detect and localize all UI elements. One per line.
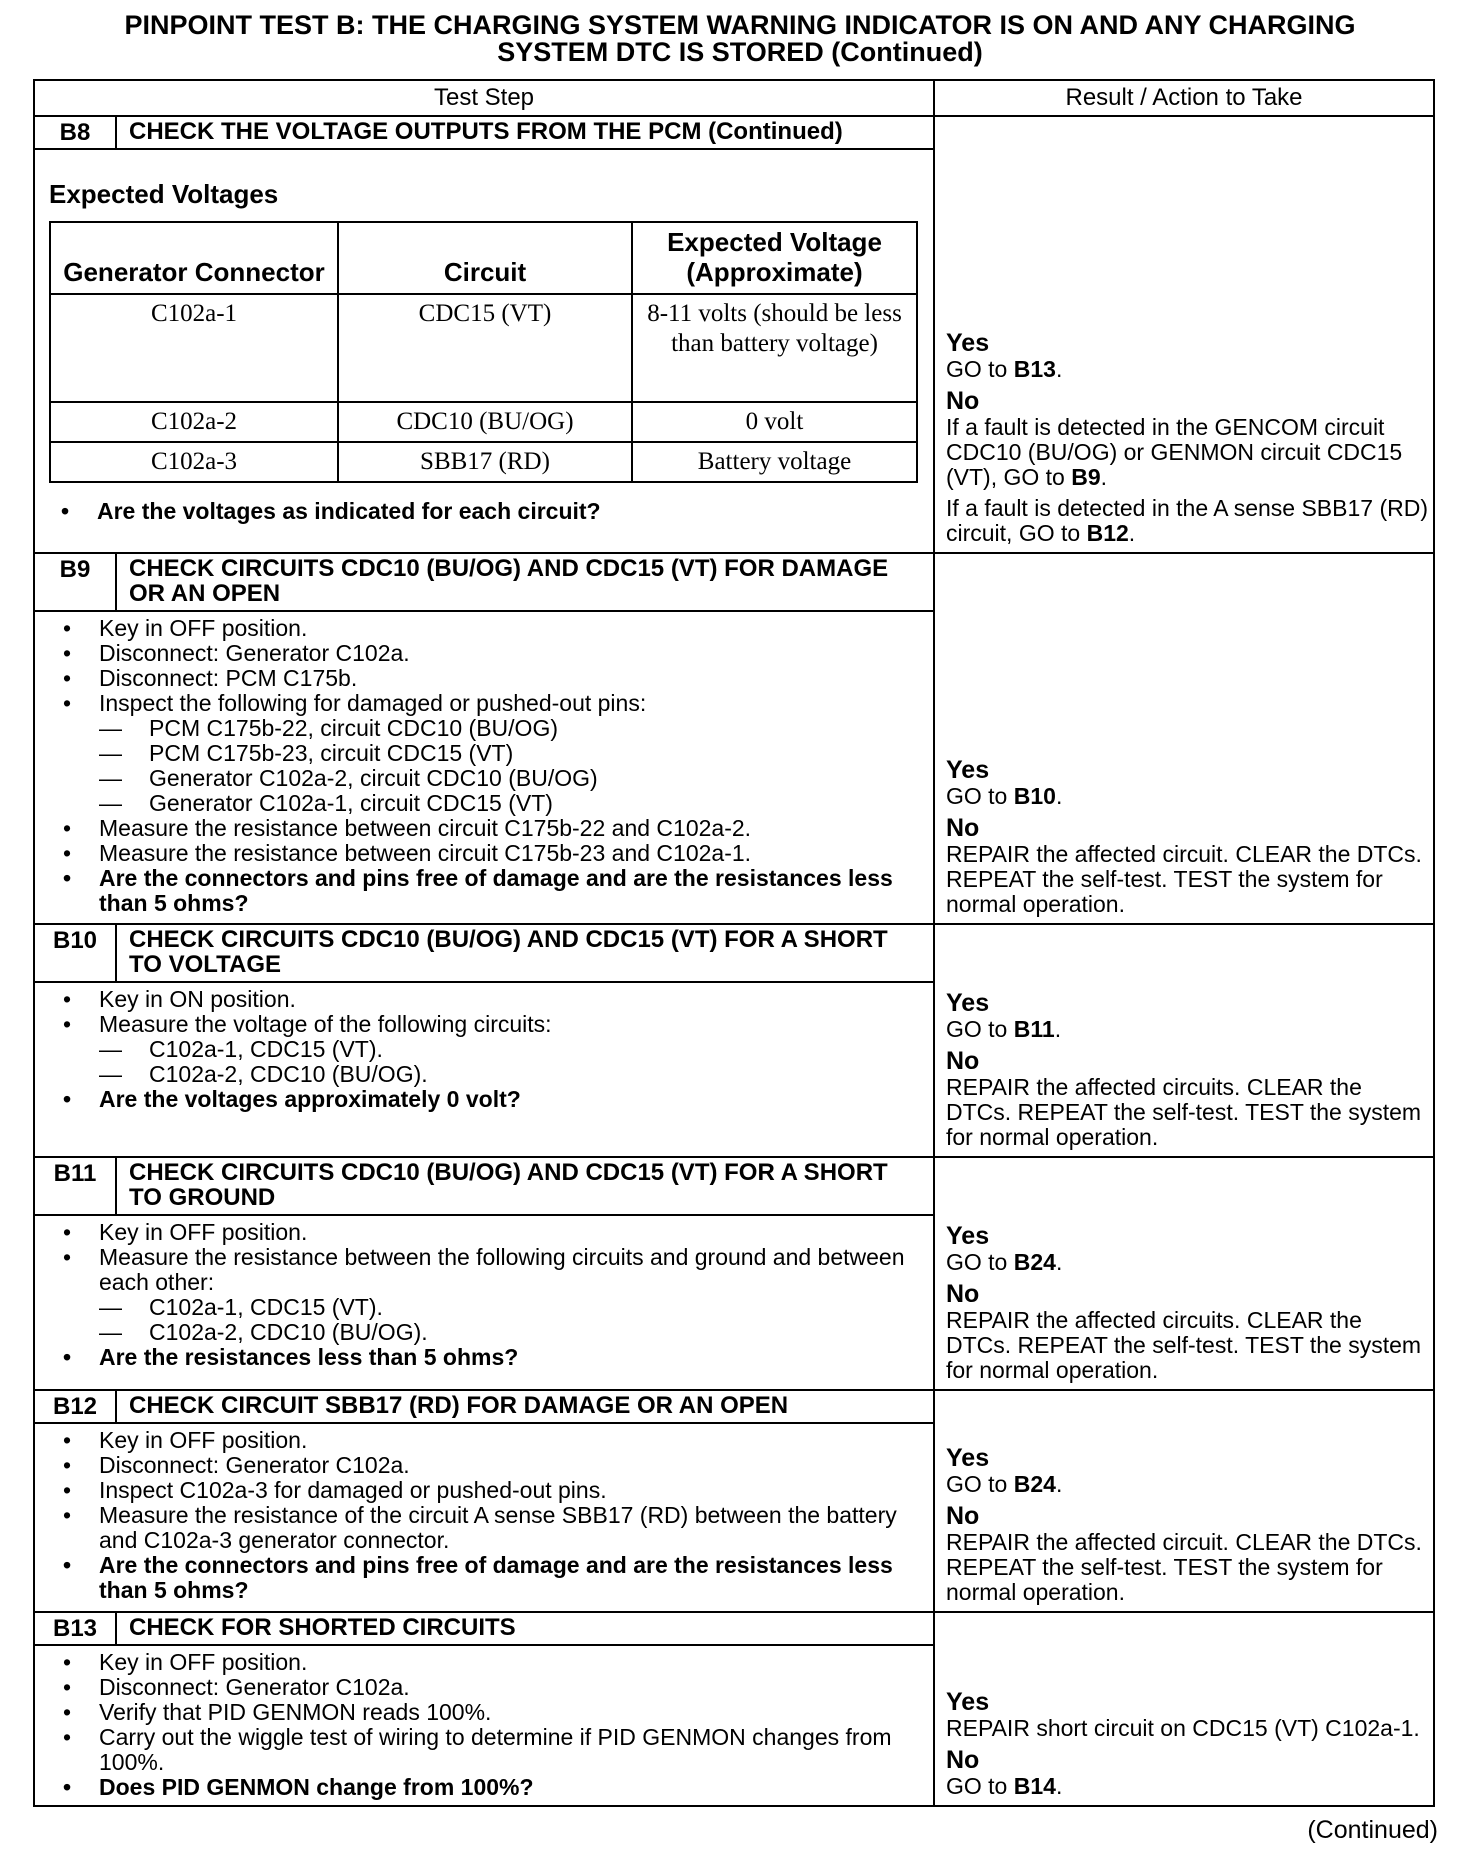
step-question: • Are the resistances less than 5 ohms? (51, 1345, 923, 1370)
sub-list-item: — Generator C102a-1, circuit CDC15 (VT) (99, 791, 923, 816)
step-id: B10 (35, 925, 116, 982)
no-label: No (946, 1502, 980, 1530)
sub-list-item: — C102a-2, CDC10 (BU/OG). (99, 1062, 923, 1087)
no-label: No (946, 387, 980, 415)
sub-list-item: — Generator C102a-2, circuit CDC10 (BU/OG) (99, 766, 923, 791)
list-item: • Measure the resistance between circuit C175b-23 and C102a-1. (51, 841, 923, 866)
list-item: • Carry out the wiggle test of wiring to determine if PID GENMON changes from 100%. (51, 1725, 923, 1775)
table-row (50, 294, 917, 402)
step-question: • Are the connectors and pins free of damage and are the resistances less than 5 ohms? (51, 866, 923, 916)
step-row-b11 (34, 1157, 1434, 1390)
list-item: • Key in OFF position. (51, 1650, 923, 1675)
sub-list-item: — C102a-1, CDC15 (VT). (99, 1037, 923, 1062)
yes-action: GO to B11. (946, 1016, 1062, 1042)
sub-list-item: — PCM C175b-23, circuit CDC15 (VT) (99, 741, 923, 766)
list-item: • Measure the resistance of the circuit A sense SBB17 (RD) between the battery and C102a-3 generator connector. (51, 1503, 923, 1553)
column-header-voltage: Expected Voltage (Approximate) (632, 222, 917, 294)
result-b13 (934, 1612, 1434, 1806)
no-label: No (946, 1280, 980, 1308)
step-question: • Are the voltages approximately 0 volt? (51, 1087, 923, 1112)
list-item: • Key in OFF position. (51, 1428, 923, 1453)
step-row-b10 (34, 924, 1434, 1157)
no-action: REPAIR the affected circuit. CLEAR the DTCs. REPEAT the self-test. TEST the system for normal operation. (946, 1529, 1422, 1605)
result-b8 (934, 116, 1434, 553)
list-item: • Key in ON position. (51, 987, 923, 1012)
step-question: • Are the voltages as indicated for each circuit? (49, 499, 923, 524)
step-title: CHECK CIRCUITS CDC10 (BU/OG) AND CDC15 (VT) FOR A SHORT TO GROUND (116, 1158, 933, 1215)
step-question: • Does PID GENMON change from 100%? (51, 1775, 923, 1800)
no-action-alt: If a fault is detected in the A sense SBB17 (RD) circuit, GO to B12. (946, 495, 1428, 546)
cell-voltage: 0 volt (632, 402, 917, 442)
page-title (40, 12, 1440, 66)
list-item: • Disconnect: Generator C102a. (51, 641, 923, 666)
table-row (50, 402, 917, 442)
step-row-b12 (34, 1390, 1434, 1612)
result-b10 (934, 924, 1434, 1157)
cell-circuit: CDC15 (VT) (338, 294, 632, 402)
step-link[interactable]: B10 (1013, 783, 1056, 809)
list-item: • Measure the resistance between circuit C175b-22 and C102a-2. (51, 816, 923, 841)
step-title: CHECK CIRCUITS CDC10 (BU/OG) AND CDC15 (VT) FOR DAMAGE OR AN OPEN (116, 554, 933, 611)
cell-connector: C102a-1 (50, 294, 338, 402)
list-item: • Key in OFF position. (51, 616, 923, 641)
no-action: REPAIR the affected circuit. CLEAR the DTCs. REPEAT the self-test. TEST the system for normal operation. (946, 841, 1422, 917)
no-action: REPAIR the affected circuits. CLEAR the DTCs. REPEAT the self-test. TEST the system for normal operation. (946, 1307, 1422, 1383)
list-item: • Inspect the following for damaged or pushed-out pins: — PCM C175b-22, circuit CDC10 (BU/OG) — PCM C175b-23, circuit CDC15 (VT) — Generator C102a-2, circuit CDC10 (BU/OG) — Generator C102a-1, circuit CDC15 (VT) (51, 691, 923, 816)
step-row-b13 (34, 1612, 1434, 1806)
list-item: • Verify that PID GENMON reads 100%. (51, 1700, 923, 1725)
step-b8-cell (34, 116, 934, 553)
step-id: B11 (35, 1158, 116, 1215)
cell-circuit: SBB17 (RD) (338, 442, 632, 482)
step-link[interactable]: B12 (1086, 520, 1129, 546)
no-label: No (946, 814, 980, 842)
step-b10-cell (34, 924, 934, 1157)
step-id: B13 (35, 1613, 116, 1645)
continued-note: (Continued) (1307, 1816, 1438, 1844)
list-item: • Key in OFF position. (51, 1220, 923, 1245)
yes-action: REPAIR short circuit on CDC15 (VT) C102a-1. (946, 1715, 1420, 1741)
list-item: • Inspect C102a-3 for damaged or pushed-out pins. (51, 1478, 923, 1503)
expected-voltages-table (49, 221, 918, 483)
step-id: B8 (35, 117, 116, 149)
result-b12 (934, 1390, 1434, 1612)
step-link[interactable]: B14 (1013, 1773, 1056, 1799)
no-label: No (946, 1047, 980, 1075)
no-label: No (946, 1746, 980, 1774)
yes-label: Yes (946, 1688, 990, 1716)
step-b13-cell (34, 1612, 934, 1806)
step-id: B9 (35, 554, 116, 611)
column-header-circuit: Circuit (338, 222, 632, 294)
yes-label: Yes (946, 989, 990, 1017)
step-b9-cell (34, 553, 934, 924)
yes-label: Yes (946, 1444, 990, 1472)
list-item: • Disconnect: PCM C175b. (51, 666, 923, 691)
page-title-line-1: PINPOINT TEST B: THE CHARGING SYSTEM WARNING INDICATOR IS ON AND ANY CHARGING (124, 10, 1356, 40)
step-link[interactable]: B9 (1071, 464, 1101, 490)
header-test-step: Test Step (34, 80, 934, 116)
page-title-line-2: SYSTEM DTC IS STORED (Continued) (497, 37, 983, 67)
step-title: CHECK THE VOLTAGE OUTPUTS FROM THE PCM (Continued) (116, 117, 933, 149)
step-link[interactable]: B24 (1013, 1471, 1056, 1497)
list-item: • Disconnect: Generator C102a. (51, 1675, 923, 1700)
list-item: • Disconnect: Generator C102a. (51, 1453, 923, 1478)
step-row-b8 (34, 116, 1434, 553)
result-b9 (934, 553, 1434, 924)
list-item: • Measure the voltage of the following circuits: — C102a-1, CDC15 (VT). — C102a-2, CDC10 (BU/OG). (51, 1012, 923, 1087)
table-row (50, 442, 917, 482)
column-header-connector: Generator Connector (50, 222, 338, 294)
cell-voltage: Battery voltage (632, 442, 917, 482)
no-action: REPAIR the affected circuits. CLEAR the DTCs. REPEAT the self-test. TEST the system for normal operation. (946, 1074, 1422, 1150)
step-row-b9 (34, 553, 1434, 924)
yes-label: Yes (946, 329, 990, 357)
step-link[interactable]: B11 (1013, 1016, 1055, 1042)
no-action: GO to B14. (946, 1773, 1063, 1799)
result-b11 (934, 1157, 1434, 1390)
step-id: B12 (35, 1391, 116, 1423)
list-item: • Measure the resistance between the following circuits and ground and between each other: — C102a-1, CDC15 (VT). — C102a-2, CDC10 (BU/OG). (51, 1245, 923, 1345)
sub-list-item: — C102a-2, CDC10 (BU/OG). (99, 1320, 923, 1345)
cell-voltage: 8-11 volts (should be less than battery voltage) (632, 294, 917, 402)
step-link[interactable]: B13 (1013, 356, 1056, 382)
yes-label: Yes (946, 1222, 990, 1250)
step-title: CHECK CIRCUIT SBB17 (RD) FOR DAMAGE OR AN OPEN (116, 1391, 933, 1423)
sub-list-item: — PCM C175b-22, circuit CDC10 (BU/OG) (99, 716, 923, 741)
header-result: Result / Action to Take (934, 80, 1434, 116)
cell-connector: C102a-2 (50, 402, 338, 442)
yes-action: GO to B24. (946, 1249, 1063, 1275)
step-question: • Are the connectors and pins free of damage and are the resistances less than 5 ohms? (51, 1553, 923, 1603)
pinpoint-test-table (33, 79, 1435, 1807)
step-b11-cell (34, 1157, 934, 1390)
sub-list-item: — C102a-1, CDC15 (VT). (99, 1295, 923, 1320)
yes-action: GO to B24. (946, 1471, 1063, 1497)
cell-connector: C102a-3 (50, 442, 338, 482)
step-title: CHECK FOR SHORTED CIRCUITS (116, 1613, 933, 1645)
yes-action: GO to B13. (946, 356, 1063, 382)
step-title: CHECK CIRCUITS CDC10 (BU/OG) AND CDC15 (VT) FOR A SHORT TO VOLTAGE (116, 925, 933, 982)
no-action: If a fault is detected in the GENCOM circuit CDC10 (BU/OG) or GENMON circuit CDC15 (VT), GO to B9. (946, 414, 1403, 490)
step-b12-cell (34, 1390, 934, 1612)
cell-circuit: CDC10 (BU/OG) (338, 402, 632, 442)
yes-label: Yes (946, 756, 990, 784)
yes-action: GO to B10. (946, 783, 1063, 809)
step-link[interactable]: B24 (1013, 1249, 1056, 1275)
expected-voltages-heading: Expected Voltages (49, 179, 279, 209)
